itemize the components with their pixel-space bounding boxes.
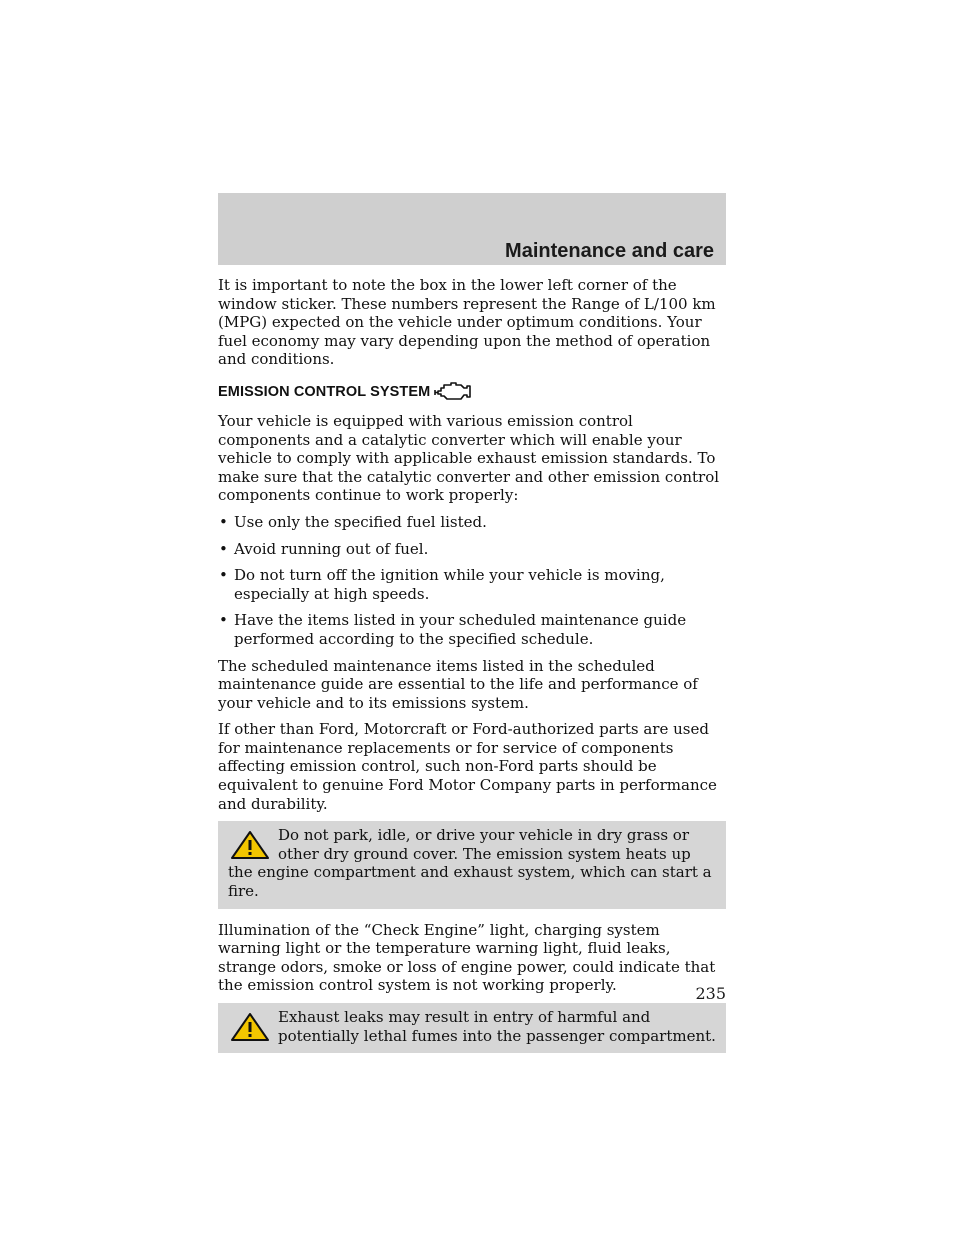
section-lead-paragraph: Your vehicle is equipped with various emission control components and a catalytic converter which will enable your vehicle to comply with applicable exhaust emission standards. To make sure that the catalytic converter and other emission control components continue to work properly: — [218, 411, 720, 505]
list-item-text: Avoid running out of fuel. — [234, 539, 429, 558]
exhaust-warning-box — [218, 1003, 726, 1053]
intro-paragraph: It is important to note the box in the lower left corner of the window sticker. These numbers represent the Range of L/100 km (MPG) expected on the vehicle under optimum conditions. Your fuel economy may vary depending upon the method of operation and conditions. — [218, 276, 716, 369]
section-heading-text: EMISSION CONTROL SYSTEM — [218, 383, 431, 400]
check-engine-icon — [434, 381, 472, 403]
section-header-band — [218, 193, 726, 265]
maintenance-bullet-list — [218, 513, 726, 649]
warning-text: Exhaust leaks may result in entry of harmful and potentially lethal fumes into the passenger compartment. — [278, 1008, 716, 1045]
list-item — [218, 611, 726, 648]
list-item-text: Use only the specified fuel listed. — [234, 512, 487, 531]
warning-text: Do not park, idle, or drive your vehicle in dry grass or other dry ground cover. The emission system heats up the engine compartment and exhaust system, which can start a fire. — [228, 826, 712, 901]
list-item — [218, 540, 726, 559]
page-content — [218, 276, 726, 1065]
list-item — [218, 513, 726, 532]
scheduled-maintenance-paragraph: The scheduled maintenance items listed in the scheduled maintenance guide are essential to the life and performance of your vehicle and to its emissions system. — [218, 656, 698, 712]
bullet-glyph: • — [219, 512, 228, 531]
check-engine-paragraph: Illumination of the “Check Engine” light, charging system warning light or the temperature warning light, fluid leaks, strange odors, smoke or loss of engine power, could indicate that the emission control system is not working properly. — [218, 920, 716, 995]
fire-warning-box — [218, 821, 726, 908]
section-title: Maintenance and care — [505, 240, 714, 262]
parts-paragraph: If other than Ford, Motorcraft or Ford-authorized parts are used for maintenance replacements or for service of components affecting emission control, such non-Ford parts should be equivalent to genuine Ford Motor Company parts in performance and durability. — [218, 720, 717, 813]
list-item — [218, 566, 726, 603]
list-item-text: Have the items listed in your scheduled maintenance guide performed according to the specified schedule. — [234, 611, 687, 648]
warning-triangle-icon — [228, 830, 272, 860]
section-heading — [218, 381, 726, 403]
page-number: 235 — [695, 984, 726, 1003]
list-item-text: Do not turn off the ignition while your vehicle is moving, especially at high speeds. — [234, 566, 665, 603]
bullet-glyph: • — [219, 539, 228, 558]
warning-triangle-icon — [228, 1012, 272, 1042]
bullet-glyph: • — [219, 566, 228, 585]
bullet-glyph: • — [219, 611, 228, 630]
